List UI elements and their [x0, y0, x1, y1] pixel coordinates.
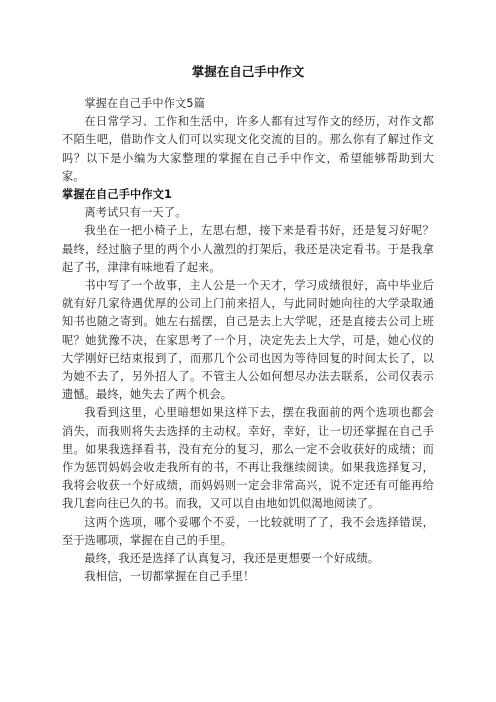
paragraph: 离考试只有一天了。	[84, 206, 187, 220]
paragraph: 最终，我还是选择了认真复习，我还是更想要一个好成绩。	[84, 552, 380, 566]
paragraph-intro: 在日常学习、工作和生活中，许多人都有过写作文的经历，对作文都不陌生吧，借助作文人们可以实现文化交流的目的。那么你有了解过作文吗？以下是小编为大家整理的掌握在自己手中作文，希望能够帮助到大家。	[62, 115, 434, 183]
document-body	[62, 95, 434, 586]
document-title: 掌握在自己手中作文	[191, 64, 305, 79]
paragraph: 这两个选项，哪个妥哪个不妥，一比较就明了了，我不会选择错误，至于选哪项，掌握在自己的手里。	[62, 515, 434, 547]
paragraph: 我相信，一切都掌握在自己手里！	[84, 570, 255, 584]
paragraph-subtitle: 掌握在自己手中作文5篇	[84, 97, 206, 110]
paragraph: 我看到这里，心里暗想如果这样下去，摆在我面前的两个选项也都会消失，而我则将失去选择的主动权。幸好，幸好，让一切还掌握在自己手里。如果我选择看书，没有充分的复习，那么一定不会收获好的成绩；而作为惩罚妈妈会收走我所有的书，不再让我继续阅读。如果我选择复习，我将会收获一个好成绩，而妈妈则一定会非常高兴，说不定还有可能再给我几套向往已久的书。而我，又可以自由地如饥似渴地阅读了。	[62, 406, 434, 511]
paragraph: 书中写了一个故事，主人公是一个天才，学习成绩很好，高中毕业后就有好几家待遇优厚的公司上门前来招人，与此同时她向往的大学录取通知书也随之寄到。她左右摇摆，自己是去上大学呢，还是直接去公司上班呢？她犹豫不决，在家思考了一个月，决定先去上大学，可是，她心仪的大学刚好已结束报到了，而那几个公司也因为等待回复的时间太长了，以为她不去了，另外招人了。不管主人公如何想尽办法去联系，公司仅表示遗憾。最终，她失去了两个机会。	[62, 279, 434, 402]
section-heading: 掌握在自己手中作文1	[62, 188, 172, 202]
paragraph: 我坐在一把小椅子上，左思右想，接下来是看书好，还是复习好呢？最终，经过脑子里的两个小人激烈的打架后，我还是决定看书。于是我拿起了书，津津有味地看了起来。	[62, 224, 434, 274]
